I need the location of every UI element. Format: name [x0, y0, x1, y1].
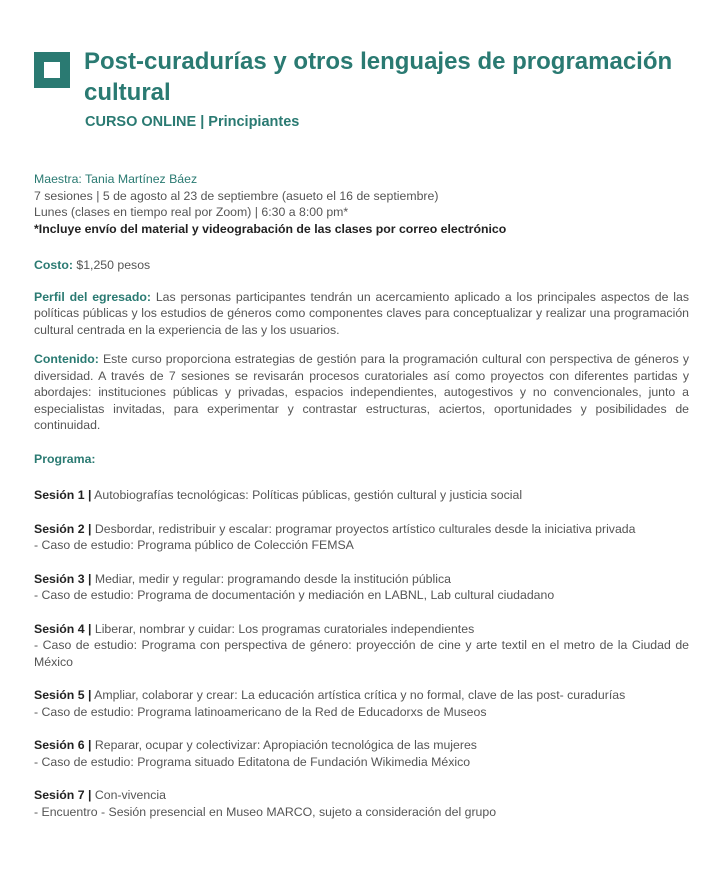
session-title: Liberar, nombrar y cuidar: Los programas curatoriales independientes	[91, 621, 475, 636]
session-7	[34, 787, 689, 820]
session-title: Ampliar, colaborar y crear: La educación artística crítica y no formal, clave de las post- curadurías	[91, 688, 626, 702]
session-6	[34, 737, 689, 770]
session-5	[34, 687, 689, 720]
session-case: - Caso de estudio: Programa público de Colección FEMSA	[34, 538, 354, 552]
profile-paragraph	[34, 289, 689, 339]
session-title: Autobiografías tecnológicas: Políticas públicas, gestión cultural y justicia social	[91, 488, 523, 502]
course-title: Post-curadurías y otros lenguajes de programación cultural	[84, 48, 673, 106]
session-label: Sesión 7 |	[34, 788, 92, 802]
session-label: Sesión 2 |	[34, 521, 92, 536]
contents-label: Contenido:	[34, 352, 99, 366]
session-title: Con-vivencia	[91, 788, 166, 802]
contents-text: Este curso proporciona estrategias de gestión para la programación cultural con perspectiva de géneros y diversidad. A través de 7 sesiones se revisarán procesos curatoriales así como proyectos con diferentes partidas y abordajes: instituciones públicas y privadas, espacios independientes, autogestivos y no convencionales, junto a especialistas invitadas, para experimentar y contrastar estructuras, aciertos, oportunidades y posibilidades de continuidad.	[34, 352, 689, 432]
session-label: Sesión 4 |	[34, 621, 92, 636]
course-subtitle: CURSO ONLINE | Principiantes	[85, 114, 300, 130]
session-case: - Caso de estudio: Programa situado Editatona de Fundación Wikimedia México	[34, 754, 471, 769]
cost-paragraph	[34, 257, 689, 274]
note-line: *Incluye envío del material y videograbación de las clases por correo electrónico	[34, 221, 507, 236]
profile-text: Las personas participantes tendrán un acercamiento aplicado a los principales aspectos de las políticas públicas y los estudios de géneros como componentes claves para conceptualizar y realizar una programación cultural centrada en la experiencia de las y los usuarios.	[34, 289, 690, 337]
session-2	[34, 521, 689, 554]
sessions-line: 7 sesiones | 5 de agosto al 23 de septiembre (asueto el 16 de septiembre)	[34, 188, 439, 203]
session-label: Sesión 3 |	[34, 571, 92, 586]
course-content	[34, 171, 689, 820]
profile-label: Perfil del egresado:	[34, 289, 151, 304]
session-title: Desbordar, redistribuir y escalar: programar proyectos artístico culturales desde la iniciativa privada	[91, 521, 636, 536]
session-label: Sesión 5 |	[34, 688, 92, 702]
session-case: - Caso de estudio: Programa latinoamericano de la Red de Educadorxs de Museos	[34, 704, 487, 719]
session-label: Sesión 6 |	[34, 738, 92, 752]
session-title: Mediar, medir y regular: programando desde la institución pública	[91, 571, 451, 586]
square-logo-icon	[34, 52, 70, 88]
program-heading: Programa:	[34, 451, 96, 466]
session-3	[34, 571, 689, 604]
cost-value: $1,250 pesos	[72, 258, 151, 272]
session-label: Sesión 1 |	[34, 488, 92, 502]
session-title: Reparar, ocupar y colectivizar: Apropiación tecnológica de las mujeres	[91, 738, 477, 752]
cost-label: Costo:	[34, 258, 73, 272]
teacher-line: Maestra: Tania Martínez Báez	[34, 172, 198, 186]
session-case: - Encuentro - Sesión presencial en Museo MARCO, sujeto a consideración del grupo	[34, 804, 497, 819]
session-1	[34, 487, 689, 504]
schedule-line: Lunes (clases en tiempo real por Zoom) | 6:30 a 8:00 pm*	[34, 205, 349, 219]
session-case: - Caso de estudio: Programa con perspectiva de género: proyección de cine y arte textil en el metro de la Ciudad de México	[34, 638, 689, 669]
info-block	[34, 171, 689, 237]
session-4	[34, 621, 689, 671]
logo-inner-square	[44, 62, 60, 78]
contents-paragraph	[34, 351, 689, 434]
session-case: - Caso de estudio: Programa de documentación y mediación en LABNL, Lab cultural ciudadano	[34, 588, 555, 602]
